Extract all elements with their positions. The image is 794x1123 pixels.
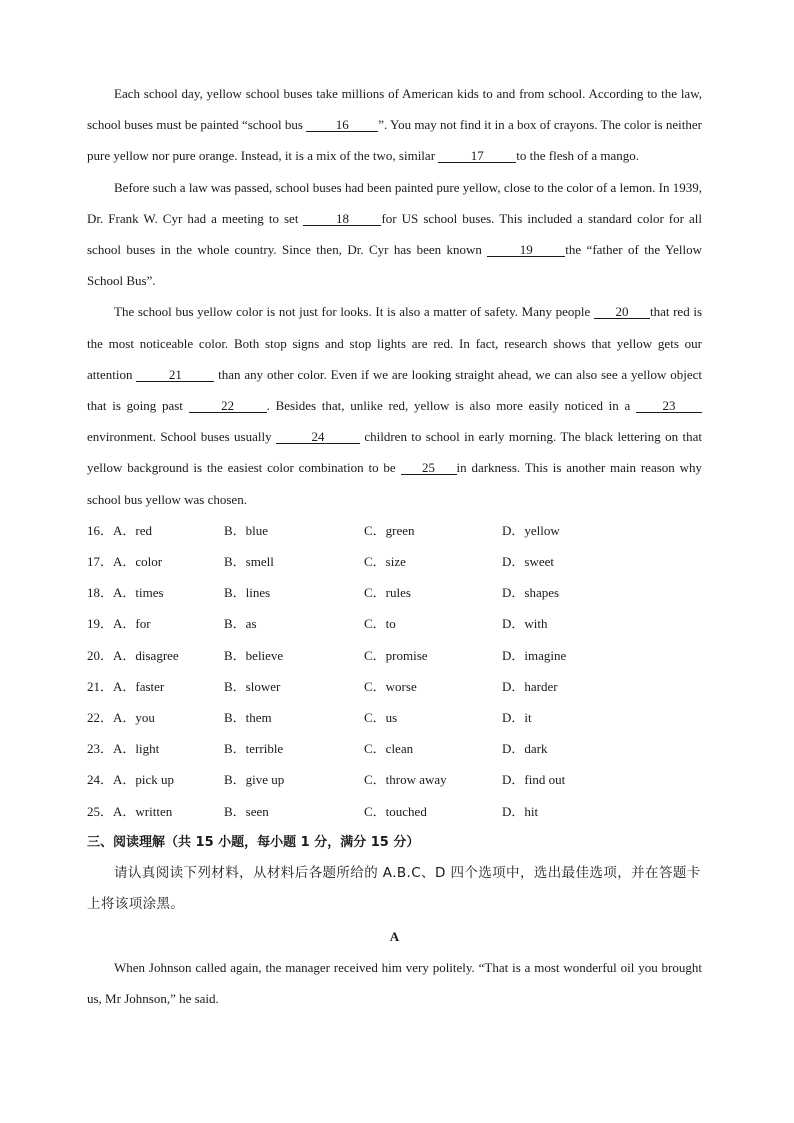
story-text: When Johnson called again, the manager received him very politely. “That is a most wonderful oil you brought us, Mr Johnson,” he said. — [87, 959, 702, 1006]
section-instruction — [87, 858, 702, 921]
option-c: C．rules — [364, 585, 411, 601]
option-row — [87, 608, 702, 639]
option-b: B．terrible — [224, 741, 284, 757]
option-row — [87, 546, 702, 577]
option-row — [87, 515, 702, 546]
passage-text: environment. School buses usually — [87, 429, 276, 445]
passage-text: that red is the most noticeable color. Both stop signs and stop lights are red. In fact, research shows that yellow gets our attention — [87, 304, 703, 382]
blank-19: 19 — [487, 243, 565, 257]
passage-text: for US school buses. This included a standard color for all school buses in the whole country. Since then, Dr. Cyr has been known — [87, 210, 702, 258]
option-a: 23．A．light — [87, 741, 160, 757]
passage-text: the “father of the Yellow School Bus”. — [87, 242, 702, 289]
document-page — [87, 78, 702, 1014]
option-a: 16．A．red — [87, 522, 152, 538]
option-c: C．clean — [364, 741, 414, 757]
option-row — [87, 577, 702, 608]
story-paragraph — [87, 952, 702, 1014]
option-d: D．with — [502, 616, 548, 632]
option-b: B．seen — [224, 803, 269, 819]
option-d: D．dark — [502, 741, 548, 757]
option-d: D．hit — [502, 803, 539, 819]
option-c: C．touched — [364, 803, 427, 819]
passage-text: . Besides that, unlike red, yellow is also more easily noticed in a — [266, 398, 637, 414]
passage-paragraph-1 — [87, 78, 702, 172]
option-b: B．them — [224, 709, 272, 725]
answer-options — [87, 515, 702, 827]
option-a: 20．A．disagree — [87, 647, 179, 663]
option-c: C．worse — [364, 678, 417, 694]
option-row — [87, 702, 702, 733]
option-d: D．yellow — [502, 522, 560, 538]
option-b: B．slower — [224, 678, 281, 694]
option-c: C．us — [364, 709, 398, 725]
option-row — [87, 796, 702, 827]
option-a: 17．A．color — [87, 554, 163, 570]
option-b: B．as — [224, 616, 257, 632]
instruction-text: 请认真阅读下列材料，从材料后各题所给的 A.B.C、D 四个选项中，选出最佳选项，并在答题卡上将该项涂黑。 — [87, 864, 701, 913]
blank-21: 21 — [136, 368, 214, 382]
option-d: D．harder — [502, 678, 558, 694]
blank-25: 25 — [401, 461, 457, 475]
blank-23: 23 — [636, 399, 702, 413]
option-d: D．find out — [502, 772, 566, 788]
option-c: C．promise — [364, 647, 428, 663]
option-d: D．shapes — [502, 585, 560, 601]
option-a: 24．A．pick up — [87, 772, 175, 788]
passage-text: to the flesh of a mango. — [516, 148, 640, 164]
option-b: B．give up — [224, 772, 285, 788]
option-a: 22．A．you — [87, 709, 155, 725]
passage-text: Each school day, yellow school buses take millions of American kids to and from school. According to the law, school buses must be painted “school bus — [87, 86, 702, 133]
passage-text: Before such a law was passed, school buses had been painted pure yellow, close to the color of a lemon. In 1939, Dr. Frank W. Cyr had a meeting to set — [87, 179, 702, 226]
option-c: C．size — [364, 554, 406, 570]
blank-17: 17 — [438, 149, 516, 163]
option-c: C．to — [364, 616, 396, 632]
option-a: 25．A．written — [87, 803, 173, 819]
option-row — [87, 640, 702, 671]
passage-text: children to school in early morning. The black lettering on that yellow background is the easiest color combination to be — [87, 429, 702, 476]
passage-text: ”. You may not find it in a box of crayons. The color is neither pure yellow nor pure orange. Instead, it is a mix of the two, similar — [87, 117, 702, 164]
option-d: D．sweet — [502, 554, 554, 570]
option-c: C．throw away — [364, 772, 447, 788]
passage-letter: A — [389, 928, 400, 944]
option-c: C．green — [364, 522, 415, 538]
option-row — [87, 764, 702, 795]
option-d: D．it — [502, 709, 532, 725]
blank-16: 16 — [306, 118, 378, 132]
passage-paragraph-3 — [87, 296, 702, 514]
option-a: 19．A．for — [87, 616, 151, 632]
option-a: 18．A．times — [87, 585, 164, 601]
blank-20: 20 — [594, 305, 650, 319]
passage-text: The school bus yellow color is not just for looks. It is also a matter of safety. Many people — [114, 304, 594, 320]
option-b: B．smell — [224, 554, 274, 570]
blank-22: 22 — [189, 399, 267, 413]
passage-text: than any other color. Even if we are looking straight ahead, we can also see a yellow object that is going past — [87, 366, 702, 414]
blank-24: 24 — [276, 430, 360, 444]
option-row — [87, 733, 702, 764]
option-b: B．believe — [224, 647, 284, 663]
option-b: B．blue — [224, 522, 269, 538]
option-row — [87, 671, 702, 702]
passage-text: in darkness. This is another main reason why school bus yellow was chosen. — [87, 460, 702, 507]
option-a: 21．A．faster — [87, 678, 165, 694]
section-heading: 三、阅读理解（共 15 小题，每小题 1 分，满分 15 分） — [87, 834, 420, 850]
option-b: B．lines — [224, 585, 271, 601]
blank-18: 18 — [303, 212, 381, 226]
passage-paragraph-2 — [87, 172, 702, 297]
option-d: D．imagine — [502, 647, 567, 663]
